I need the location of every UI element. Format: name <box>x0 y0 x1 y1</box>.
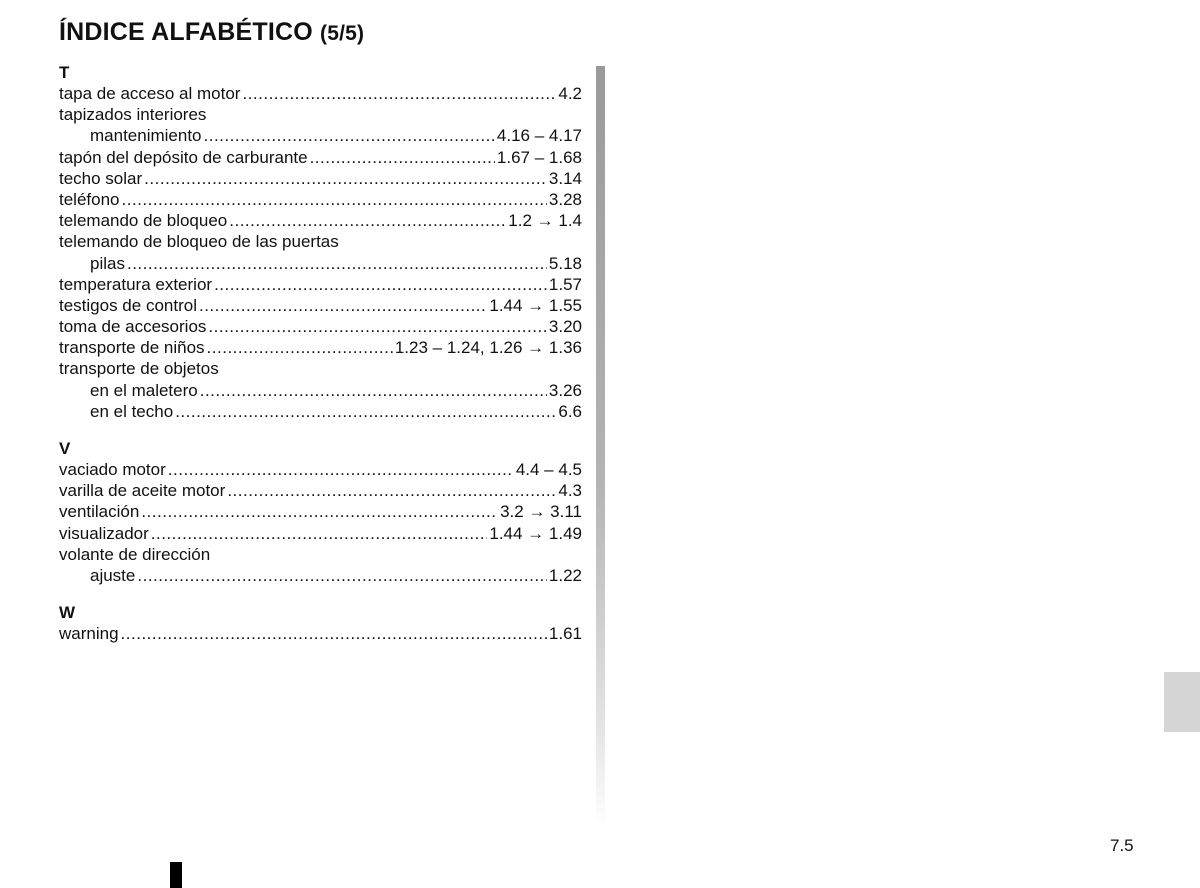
entry-label: toma de accesorios <box>59 317 207 337</box>
page-reference: 5.18 <box>548 253 582 273</box>
index-entry <box>59 147 582 168</box>
dot-leader <box>207 337 393 358</box>
page-reference: 1.67 – 1.68 <box>496 147 582 167</box>
index-entry <box>59 231 582 252</box>
page-reference: 1.22 <box>548 565 582 585</box>
index-entry <box>59 523 582 544</box>
index-entry <box>59 501 582 522</box>
index-entry <box>59 168 582 189</box>
entry-label: telemando de bloqueo de las puertas <box>59 232 339 252</box>
entry-label: vaciado motor <box>59 460 166 479</box>
entry-label: techo solar <box>59 168 143 188</box>
page-reference: 1.23 – 1.24, 1.26 → 1.36 <box>394 338 582 358</box>
entry-label: mantenimiento <box>90 126 202 146</box>
page-reference: 1.57 <box>548 274 582 294</box>
index-subentry <box>59 125 582 146</box>
dot-leader <box>141 501 498 522</box>
dot-leader <box>168 459 514 480</box>
page-reference: 3.2 → 3.11 <box>500 502 582 522</box>
entry-label: teléfono <box>59 189 120 209</box>
page-reference: 3.28 <box>548 189 582 209</box>
print-registration-mark <box>170 862 182 888</box>
page-reference: 4.2 <box>558 84 582 103</box>
entry-label: warning <box>59 624 119 644</box>
entry-label: temperatura exterior <box>59 274 213 294</box>
section-letter: T <box>59 63 70 82</box>
page-reference: 1.2 → 1.4 <box>508 211 582 231</box>
entry-label: transporte de objetos <box>59 359 219 379</box>
section-letter: W <box>59 603 76 623</box>
entry-label: tapizados interiores <box>59 105 207 125</box>
entry-label: transporte de niños <box>59 338 205 358</box>
dot-leader <box>175 401 556 422</box>
page-reference: 4.3 <box>558 481 582 501</box>
dot-leader <box>122 189 547 210</box>
dot-leader <box>127 253 547 274</box>
dot-leader <box>229 210 506 231</box>
dot-leader <box>242 83 556 104</box>
page-reference: 1.44 → 1.49 <box>489 523 582 543</box>
index-entry <box>59 623 582 644</box>
page-reference: 6.6 <box>558 401 582 421</box>
index-entry <box>59 459 582 480</box>
page-title-part-indicator: (5/5) <box>320 22 365 45</box>
index-entry <box>59 295 582 316</box>
dot-leader <box>208 316 547 337</box>
page-title-text: ÍNDICE ALFABÉTICO <box>59 18 313 46</box>
page-reference: 4.4 – 4.5 <box>515 460 582 479</box>
entry-label: en el maletero <box>90 380 198 400</box>
page-reference: 3.26 <box>548 380 582 400</box>
index-subentry <box>59 253 582 274</box>
entry-label: tapón del depósito de carburante <box>59 147 308 167</box>
entry-label: volante de dirección <box>59 544 211 564</box>
page-reference: 1.61 <box>548 624 582 644</box>
index-subentry <box>59 401 582 422</box>
entry-label: visualizador <box>59 523 149 543</box>
entry-label: telemando de bloqueo <box>59 211 228 231</box>
index-section <box>59 603 582 644</box>
entry-label: varilla de aceite motor <box>59 481 226 501</box>
page-reference: 4.16 – 4.17 <box>496 126 582 146</box>
entry-label: testigos de control <box>59 295 197 315</box>
index-entry <box>59 358 582 379</box>
index-entry <box>59 544 582 565</box>
index-subentry <box>59 565 582 586</box>
page-title <box>59 18 364 47</box>
index-entry <box>59 337 582 358</box>
entry-label: ventilación <box>59 502 140 522</box>
page-number: 7.5 <box>1110 836 1134 855</box>
index-entry <box>59 316 582 337</box>
index-entry <box>59 210 582 231</box>
chapter-thumb-tab <box>1164 672 1200 732</box>
page-reference: 3.20 <box>548 317 582 337</box>
index-entry <box>59 480 582 501</box>
section-letter: V <box>59 439 71 458</box>
dot-leader <box>204 125 495 146</box>
index-entry <box>59 83 582 104</box>
page-reference: 3.14 <box>548 168 582 188</box>
dot-leader <box>121 623 547 644</box>
dot-leader <box>214 274 547 295</box>
dot-leader <box>200 380 547 401</box>
dot-leader <box>137 565 547 586</box>
entry-label: ajuste <box>90 565 136 585</box>
dot-leader <box>310 147 495 168</box>
page-reference: 1.44 → 1.55 <box>489 295 582 315</box>
index-section <box>59 439 582 586</box>
index-subentry <box>59 380 582 401</box>
entry-label: en el techo <box>90 401 174 421</box>
index-entry <box>59 274 582 295</box>
alphabetical-index <box>59 63 582 661</box>
entry-label: tapa de acceso al motor <box>59 84 241 103</box>
dot-leader <box>144 168 547 189</box>
index-section <box>59 63 582 422</box>
index-entry <box>59 104 582 125</box>
dot-leader <box>227 480 556 501</box>
index-entry <box>59 189 582 210</box>
column-divider-bar <box>596 66 605 826</box>
dot-leader <box>151 523 488 544</box>
entry-label: pilas <box>90 253 125 273</box>
dot-leader <box>199 295 487 316</box>
